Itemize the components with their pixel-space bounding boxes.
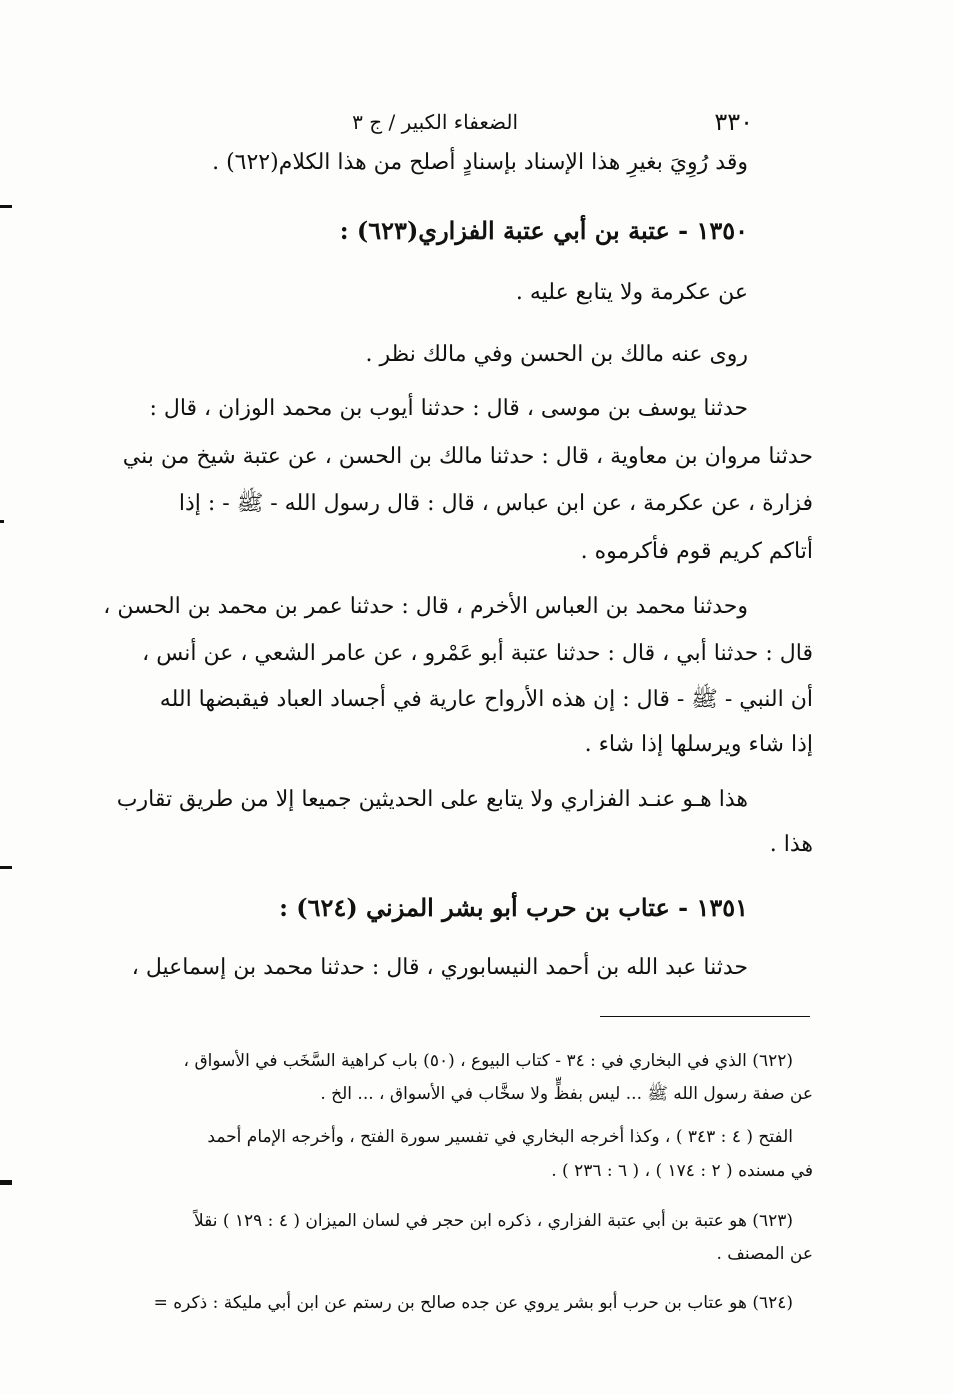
body-line: قال : حدثنا أبي ، قال : حدثنا عتبة أبو عَمْرو ، عن عامر الشعي ، عن أنس ، <box>142 641 813 666</box>
running-title: الضعفاء الكبير / ج ٣ <box>352 110 518 134</box>
footnote-line: عن المصنف . <box>716 1244 813 1264</box>
footnote-line: في مسنده ( ٢ : ١٧٤ ) ، ( ٦ : ٢٣٦ ) . <box>551 1161 813 1181</box>
body-line: فزارة ، عن عكرمة ، عن ابن عباس ، قال : قال رسول الله - ﷺ - : إذا <box>178 491 813 516</box>
body-line: أن النبي - ﷺ - قال : إن هذه الأرواح عارية في أجساد العباد فيقبضها الله <box>159 687 813 712</box>
page-number: ٣٣٠ <box>714 108 753 136</box>
body-line: حدثنا مروان بن معاوية ، قال : حدثنا مالك بن الحسن ، عن عتبة شيخ من بني <box>122 444 813 469</box>
body-line: حدثنا عبد الله بن أحمد النيسابوري ، قال : حدثنا محمد بن إسماعيل ، <box>131 955 748 980</box>
footnote-line: عن صفة رسول الله ﷺ ... ليس بفظٍّ ولا سخَّاب في الأسواق ، ... الخ . <box>320 1084 813 1104</box>
footnote-line: (٦٢٤) هو عتاب بن حرب أبو بشر يروي عن جده صالح بن رستم عن ابن أبي مليكة : ذكره = <box>153 1293 793 1313</box>
body-line: وحدثنا محمد بن العباس الأخرم ، قال : حدثنا عمر بن محمد بن الحسن ، <box>103 594 748 619</box>
entry-heading: ١٣٥١ - عتاب بن حرب أبو بشر المزني (٦٢٤) : <box>279 893 748 922</box>
body-line: وقد رُوِيَ بغيرِ هذا الإسناد بإسنادٍ أصلح من هذا الكلام(٦٢٢) . <box>212 150 748 175</box>
scan-edge-mark <box>0 866 12 869</box>
body-line: روى عنه مالك بن الحسن وفي مالك نظر . <box>365 342 748 367</box>
body-line: أتاكم كريم قوم فأكرموه . <box>580 539 813 564</box>
footnote-line: الفتح ( ٤ : ٣٤٣ ) ، وكذا أخرجه البخاري في تفسير سورة الفتح ، وأخرجه الإمام أحمد <box>207 1127 793 1147</box>
scan-edge-mark <box>0 205 12 208</box>
page-header <box>110 108 753 144</box>
footnote-separator <box>600 1016 810 1017</box>
scan-edge-mark <box>0 1180 12 1185</box>
scan-edge-mark <box>0 520 4 523</box>
footnote-line: (٦٢٢) الذي في البخاري في : ٣٤ - كتاب البيوع ، (٥٠) باب كراهية السَّخَب في الأسواق ، <box>183 1051 793 1071</box>
body-line: هذا هـو عنـد الفزاري ولا يتابع على الحديثين جميعا إلا من طريق تقارب <box>116 787 748 812</box>
entry-heading: ١٣٥٠ - عتبة بن أبي عتبة الفزاري(٦٢٣) : <box>339 216 748 245</box>
body-line: عن عكرمة ولا يتابع عليه . <box>515 280 748 305</box>
body-line: إذا شاء ويرسلها إذا شاء . <box>584 732 813 757</box>
body-line: هذا . <box>769 832 813 857</box>
footnote-line: (٦٢٣) هو عتبة بن أبي عتبة الفزاري ، ذكره ابن حجر في لسان الميزان ( ٤ : ١٢٩ ) نقلاً <box>193 1211 793 1231</box>
body-line: حدثنا يوسف بن موسى ، قال : حدثنا أيوب بن محمد الوزان ، قال : <box>149 396 748 421</box>
